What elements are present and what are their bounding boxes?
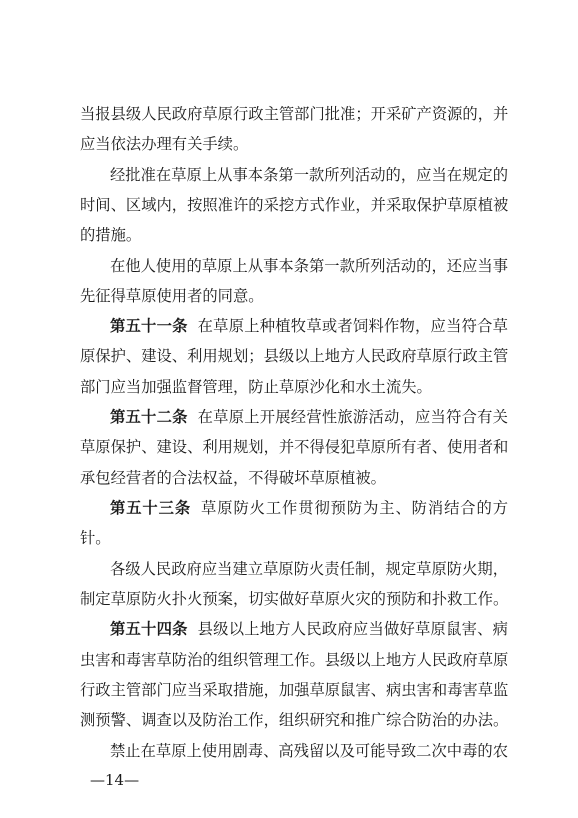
text-line: 草原保护、建设、利用规划，并不得侵犯草原所有者、使用者和 (80, 438, 509, 456)
text-span: 草原防火工作贯彻预防为主、防消结合的方 (201, 499, 508, 517)
text-line: 原保护、建设、利用规划；县级以上地方人民政府草原行政主管 (80, 347, 509, 365)
article-52-heading: 第五十二条 (110, 408, 188, 426)
text-line: 先征得草原使用者的同意。 (80, 287, 264, 305)
text-line: 的措施。 (80, 226, 142, 244)
text-line: 测预警、调查以及防治工作，组织研究和推广综合防治的办法。 (80, 711, 509, 729)
text-line: 虫害和毒害草防治的组织管理工作。县级以上地方人民政府草原 (80, 651, 509, 669)
text-line: 当报县级人民政府草原行政主管部门批准；开采矿产资源的，并 (80, 105, 509, 123)
text-span: 在草原上种植牧草或者饲料作物，应当符合草 (197, 317, 508, 335)
text-line: 应当依法办理有关手续。 (80, 135, 249, 153)
text-line: 在他人使用的草原上从事本条第一款所列活动的，还应当事 (110, 257, 508, 275)
text-line: 制定草原防火扑火预案，切实做好草原火灾的预防和扑救工作。 (80, 590, 509, 608)
page-number: —14— (90, 771, 140, 789)
text-span: 在草原上开展经营性旅游活动，应当符合有关 (197, 408, 508, 426)
text-line: 承包经营者的合法权益，不得破坏草原植被。 (80, 469, 386, 487)
text-line: 禁止在草原上使用剧毒、高残留以及可能导致二次中毒的农 (110, 742, 508, 760)
text-span: 县级以上地方人民政府应当做好草原鼠害、病 (197, 620, 508, 638)
text-line: 针。 (80, 529, 111, 547)
text-line: 行政主管部门应当采取措施，加强草原鼠害、病虫害和毒害草监 (80, 681, 509, 699)
text-line: 部门应当加强监督管理，防止草原沙化和水土流失。 (80, 378, 432, 396)
article-53-heading: 第五十三条 (110, 499, 192, 517)
text-line: 经批准在草原上从事本条第一款所列活动的，应当在规定的 (110, 166, 508, 184)
text-line: 各级人民政府应当建立草原防火责任制，规定草原防火期， (110, 560, 508, 578)
article-54-line (80, 619, 508, 639)
article-51-line (80, 316, 508, 336)
article-51-heading: 第五十一条 (110, 317, 188, 335)
article-52-line (80, 407, 508, 427)
text-line: 时间、区域内，按照准许的采挖方式作业，并采取保护草原植被 (80, 196, 509, 214)
article-53-line (80, 498, 508, 518)
article-54-heading: 第五十四条 (110, 620, 188, 638)
